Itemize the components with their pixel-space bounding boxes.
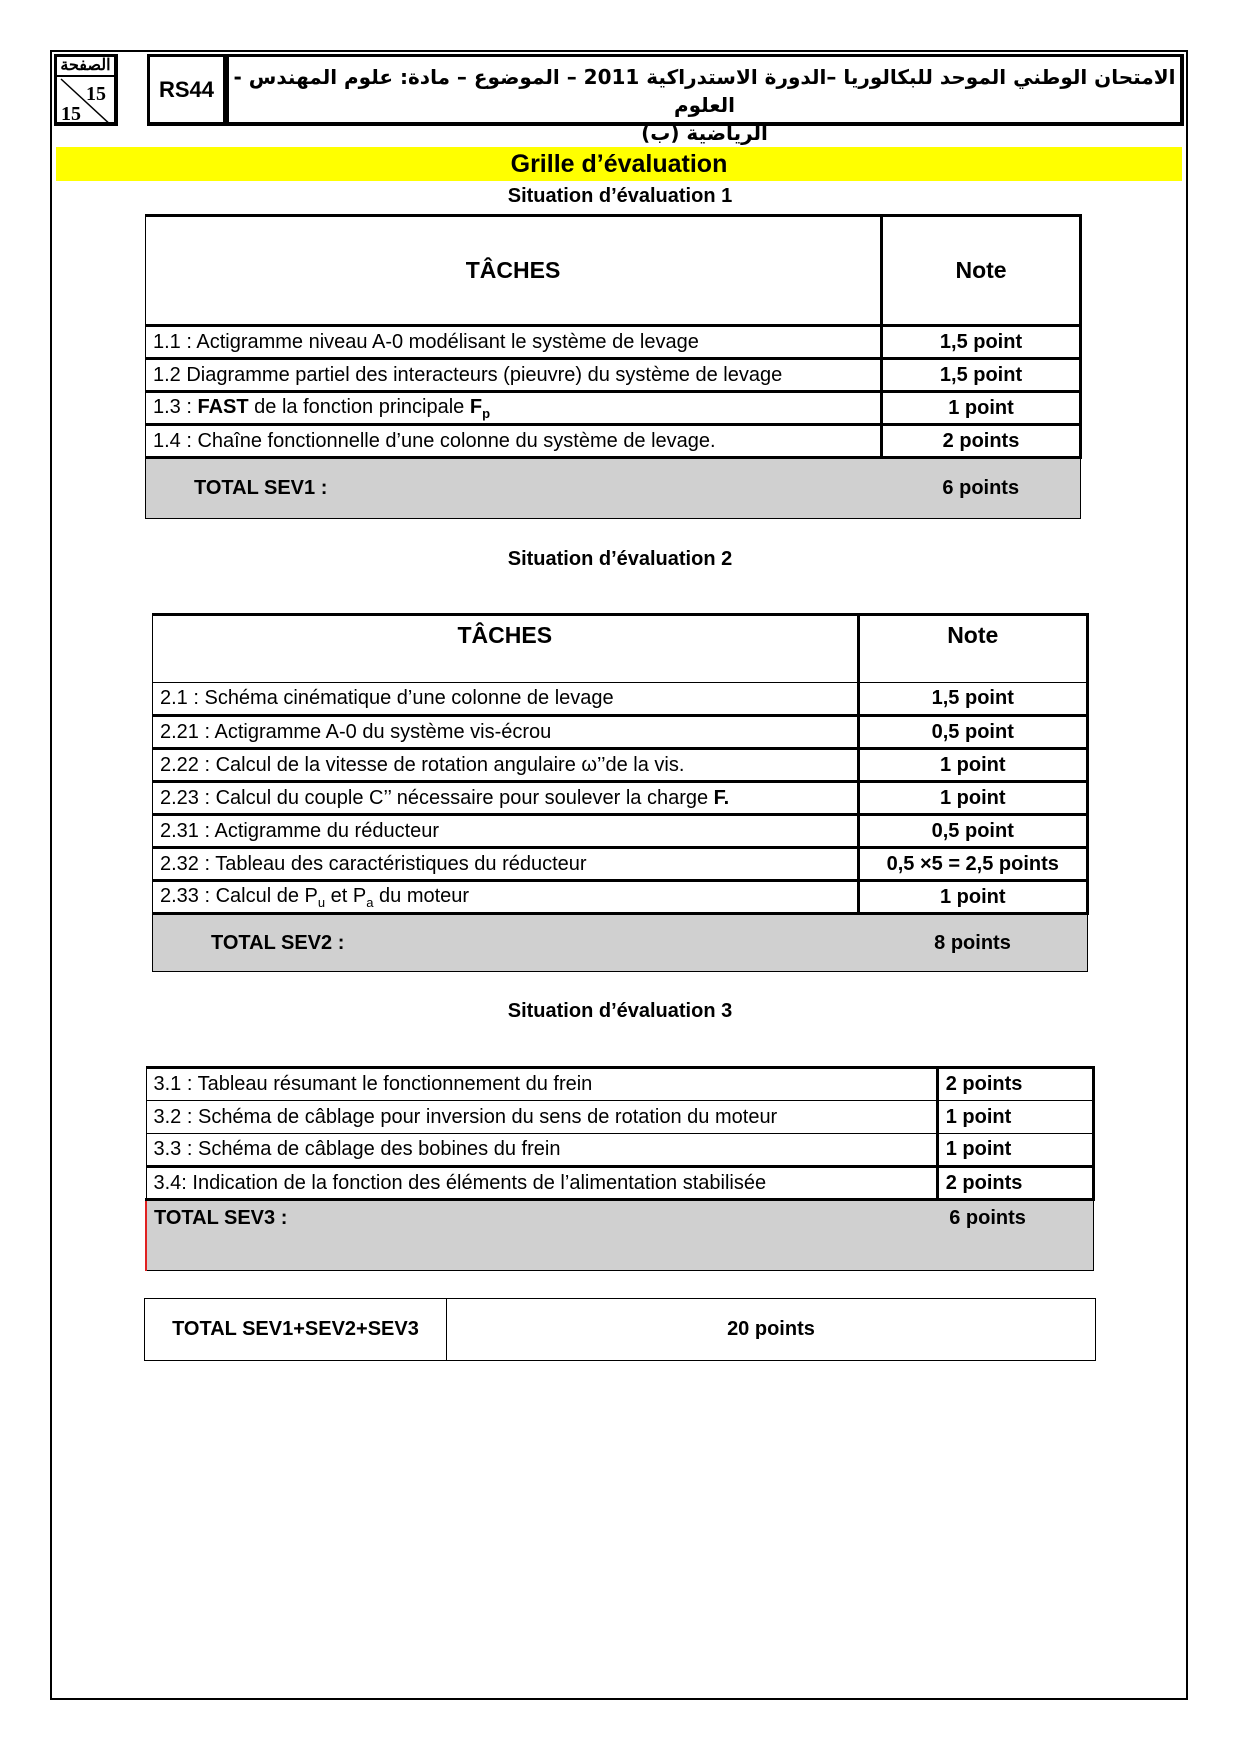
task-cell: 3.2 : Schéma de câblage pour inversion du sens de rotation du moteur xyxy=(146,1101,937,1134)
task-cell: 2.22 : Calcul de la vitesse de rotation angulaire ω’’de la vis. xyxy=(153,749,859,782)
note-cell: 1 point xyxy=(858,881,1088,914)
col-tasks: TÂCHES xyxy=(153,615,859,683)
table-row xyxy=(153,848,1088,881)
total-label: TOTAL SEV1 : xyxy=(146,458,882,519)
note-cell: 2 points xyxy=(882,425,1081,458)
table-row xyxy=(146,1101,1094,1134)
grand-total-label: TOTAL SEV1+SEV2+SEV3 xyxy=(145,1299,447,1361)
note-cell: 0,5 ×5 = 2,5 points xyxy=(858,848,1088,881)
sev1-table xyxy=(145,214,1082,519)
task-cell: 2.1 : Schéma cinématique d’une colonne de levage xyxy=(153,683,859,716)
total-row xyxy=(153,914,1088,972)
table-row xyxy=(153,782,1088,815)
note-cell: 1,5 point xyxy=(858,683,1088,716)
note-cell: 1 point xyxy=(858,749,1088,782)
col-tasks: TÂCHES xyxy=(146,216,882,326)
note-cell: 1,5 point xyxy=(882,326,1081,359)
table-row xyxy=(146,1134,1094,1167)
task-cell: 1.1 : Actigramme niveau A-0 modélisant le système de levage xyxy=(146,326,882,359)
total-value: 8 points xyxy=(858,914,1088,972)
note-cell: 1 point xyxy=(937,1101,1093,1134)
table-row xyxy=(153,881,1088,914)
table-row xyxy=(146,359,1081,392)
table-row xyxy=(153,716,1088,749)
header-title-line2: الرياضية (ب) xyxy=(641,121,768,145)
grand-total-table xyxy=(144,1298,1096,1361)
task-cell: 3.1 : Tableau résumant le fonctionnement du frein xyxy=(146,1068,937,1101)
table-row xyxy=(153,683,1088,716)
table-row xyxy=(146,425,1081,458)
exam-code: RS44 xyxy=(147,54,227,126)
page-number-box xyxy=(54,54,118,126)
page-total: 15 xyxy=(61,103,81,125)
table-row xyxy=(146,326,1081,359)
sev3-title: Situation d’évaluation 3 xyxy=(507,1000,733,1022)
task-cell: 1.2 Diagramme partiel des interacteurs (pieuvre) du système de levage xyxy=(146,359,882,392)
total-value: 6 points xyxy=(937,1200,1093,1271)
page-label: الصفحة xyxy=(57,57,114,77)
note-cell: 1 point xyxy=(937,1134,1093,1167)
total-row xyxy=(146,1200,1094,1271)
table-row xyxy=(146,1068,1094,1101)
grand-total-value: 20 points xyxy=(446,1299,1095,1361)
task-cell: 2.21 : Actigramme A-0 du système vis-écrou xyxy=(153,716,859,749)
table-row xyxy=(146,1167,1094,1200)
total-label: TOTAL SEV3 : xyxy=(146,1200,937,1271)
col-note: Note xyxy=(882,216,1081,326)
table-row xyxy=(153,749,1088,782)
sev3-table xyxy=(145,1066,1095,1271)
exam-header-title xyxy=(226,54,1184,145)
task-cell: 2.31 : Actigramme du réducteur xyxy=(153,815,859,848)
note-cell: 2 points xyxy=(937,1068,1093,1101)
total-label: TOTAL SEV2 : xyxy=(153,914,859,972)
task-cell: 1.4 : Chaîne fonctionnelle d’une colonne du système de levage. xyxy=(146,425,882,458)
note-cell: 2 points xyxy=(937,1167,1093,1200)
task-cell: 2.33 : Calcul de $P_u$ et $P_a$ du moteur xyxy=(153,881,859,914)
sev2-table xyxy=(152,613,1089,972)
total-value: 6 points xyxy=(882,458,1081,519)
page-title: Grille d’évaluation xyxy=(56,147,1182,181)
total-row xyxy=(146,458,1081,519)
task-cell: 2.23 : Calcul du couple C’’ nécessaire pour soulever la charge F. xyxy=(153,782,859,815)
task-cell: 3.3 : Schéma de câblage des bobines du frein xyxy=(146,1134,937,1167)
page-number: 15 xyxy=(86,83,106,105)
task-cell: 3.4: Indication de la fonction des éléments de l’alimentation stabilisée xyxy=(146,1167,937,1200)
note-cell: 1,5 point xyxy=(882,359,1081,392)
sev2-title: Situation d’évaluation 2 xyxy=(507,548,733,570)
header-title-line1: الامتحان الوطني الموحد للبكالوريا –الدورة الاستدراكية 2011 – الموضوع – مادة: علوم المهندس - العلوم xyxy=(233,65,1176,117)
sev1-title: Situation d’évaluation 1 xyxy=(507,185,733,207)
note-cell: 0,5 point xyxy=(858,815,1088,848)
table-row xyxy=(153,815,1088,848)
note-cell: 1 point xyxy=(882,392,1081,425)
note-cell: 1 point xyxy=(858,782,1088,815)
note-cell: 0,5 point xyxy=(858,716,1088,749)
col-note: Note xyxy=(858,615,1088,683)
task-cell: 1.3 : FAST de la fonction principale $F_p$ xyxy=(146,392,882,425)
table-row xyxy=(146,392,1081,425)
task-cell: 2.32 : Tableau des caractéristiques du réducteur xyxy=(153,848,859,881)
